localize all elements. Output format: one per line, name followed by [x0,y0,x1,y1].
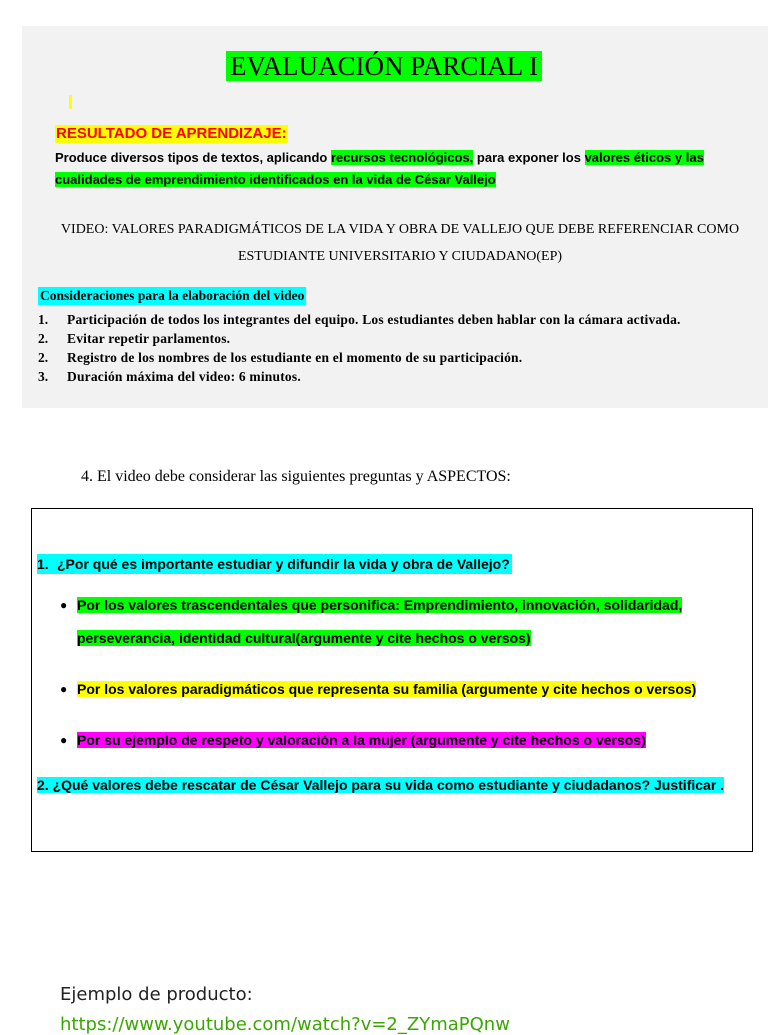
list-item-text: Participación de todos los integrantes del equipo. Los estudiantes deben hablar con la cámara activada. [67,312,681,327]
list-item [60,589,750,655]
learning-outcome-heading: RESULTADO DE APRENDIZAJE: [56,125,287,142]
list-item [38,310,738,329]
learning-outcome-text-part: para exponer los [473,150,585,165]
example-link[interactable]: https://www.youtube.com/watch?v=2_ZYmaPQnw [60,1014,510,1035]
learning-outcome-highlight: recursos tecnológicos, [330,150,474,165]
bullet-text-wrap [77,724,646,757]
bullet-icon: ● [60,598,68,612]
list-item [38,329,738,348]
bullet-text: Por los valores trascendentales que personifica: Emprendimiento, innovación, solidaridad, perseverancia, identidad cultural(argumente y cite hechos o versos) [77,597,683,646]
learning-outcome-highlight: valores éticos y las cualidades de emprendimiento identificados en la vida de César Vallejo [55,150,704,187]
page-title [0,50,768,82]
question-2 [37,769,737,801]
considerations-list [38,310,738,386]
list-item-number: 1. [38,312,49,327]
list-item [38,348,738,367]
question-1-bullets [60,589,750,775]
bullet-text: Por los valores paradigmáticos que representa su familia (argumente y cite hechos o versos) [77,681,697,697]
list-item-text: Duración máxima del video: 6 minutos. [67,369,301,384]
learning-outcome-text [55,147,745,191]
bullet-text-wrap [77,673,696,706]
questions-box [31,508,753,852]
question-2-text: 2. ¿Qué valores debe rescatar de César Vallejo para su vida como estudiante y ciudadanos? Justificar . [37,777,725,793]
list-item [60,673,750,706]
considerations-heading: Consideraciones para la elaboración del video [40,288,305,303]
questions-intro: 4. El video debe considerar las siguientes preguntas y ASPECTOS: [81,468,511,485]
list-item-number: 2. [38,331,49,346]
bullet-icon: ● [60,682,68,696]
learning-outcome-text-part: Produce diversos tipos de textos, aplicando [55,150,331,165]
video-title: VIDEO: VALORES PARADIGMÁTICOS DE LA VIDA Y OBRA DE VALLEJO QUE DEBE REFERENCIAR COMO ESTUDIANTE UNIVERSITARIO Y CIUDADANO(EP) [60,222,740,264]
list-item-text: Evitar repetir parlamentos. [67,331,231,346]
question-1 [37,554,512,574]
page-title-text: EVALUACIÓN PARCIAL I [226,51,542,81]
list-item [38,367,738,386]
example-label: Ejemplo de producto: [60,984,253,1005]
bullet-text: Por su ejemplo de respeto y valoración a la mujer (argumente y cite hechos o versos) [77,732,646,748]
text-cursor-mark [69,95,72,109]
list-item-number: 2. [38,350,49,365]
list-item-number: 3. [38,369,49,384]
list-item [60,724,750,757]
question-1-text: ¿Por qué es importante estudiar y difundir la vida y obra de Vallejo? [57,556,510,572]
list-item-text: Registro de los nombres de los estudiante en el momento de su participación. [67,350,523,365]
bullet-icon: ● [60,733,68,747]
bullet-text-wrap [77,589,750,655]
question-1-number: 1. [37,556,49,572]
